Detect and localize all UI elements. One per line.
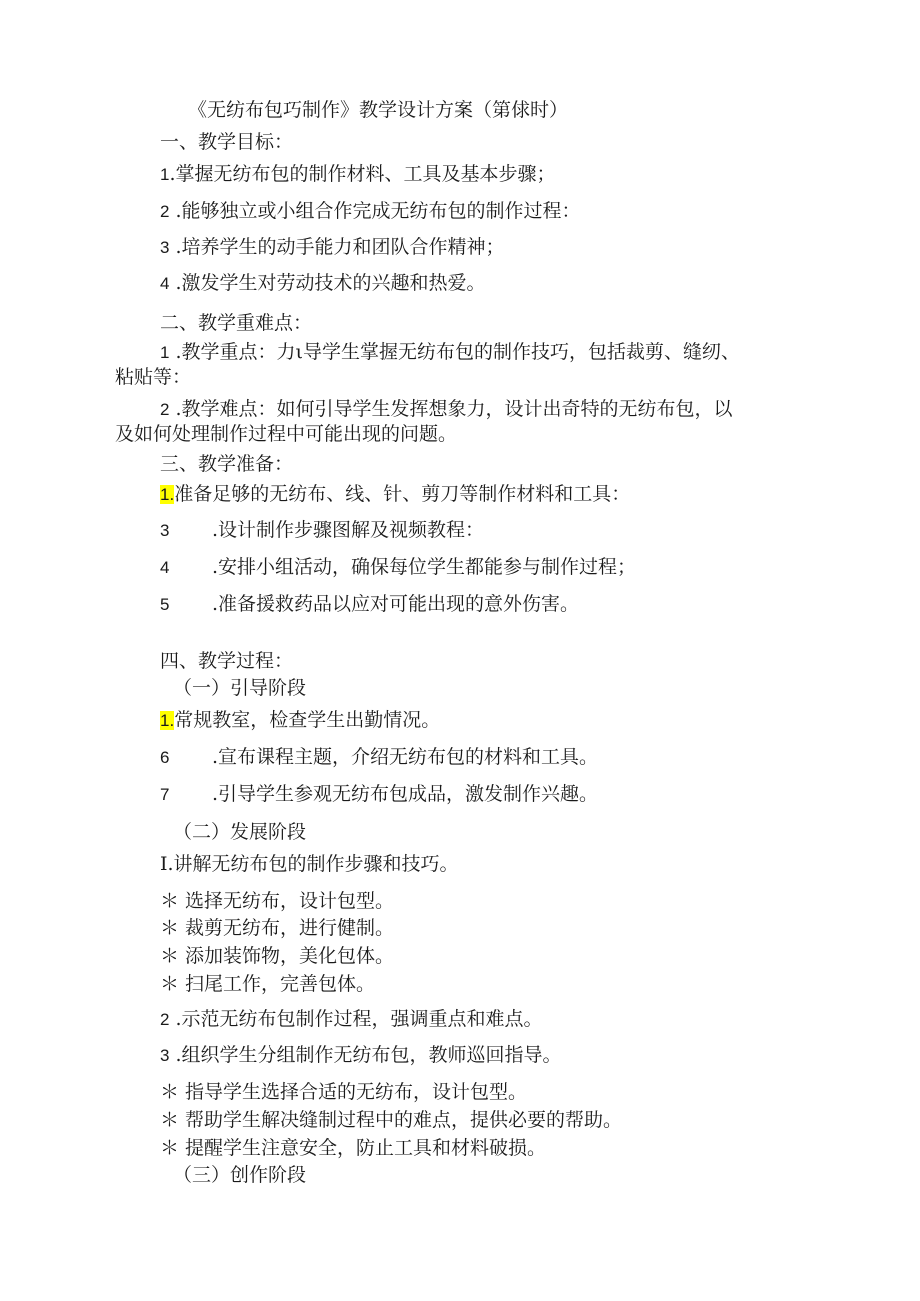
- bullet-item: ＊ 指导学生选择合适的无纺布，设计包型。: [160, 1081, 528, 1103]
- bullet-item: ＊ 裁剪无纺布，进行健制。: [160, 917, 395, 939]
- paragraph-difficulty-line2: 及如何处理制作过程中可能出现的问题。: [115, 423, 458, 445]
- bullet-item: ＊ 提醒学生注意安全，防止工具和材料破损。: [160, 1137, 547, 1159]
- paragraph-key-point-line2: 粘贴等：: [115, 366, 192, 388]
- section-heading-key-points: 二、教学重难点：: [160, 312, 313, 334]
- list-item: 4 .安排小组活动，确保每位学生都能参与制作过程；: [160, 556, 637, 578]
- bullet-item: ＊ 帮助学生解决缝制过程中的难点，提供必要的帮助。: [160, 1109, 623, 1131]
- list-item: 5 .准备援救药品以应对可能出现的意外伤害。: [160, 593, 580, 615]
- list-item: 4 .激发学生对劳动技术的兴趣和热爱。: [160, 272, 486, 294]
- bullet-item: ＊ 添加装饰物，美化包体。: [160, 945, 395, 967]
- list-item: 2 .示范无纺布包制作过程，强调重点和难点。: [160, 1008, 543, 1030]
- list-item: 1.掌握无纺布包的制作材料、工具及基本步骤；: [160, 163, 556, 185]
- paragraph-difficulty-line1: 2 .教学难点：如何引导学生发挥想象力，设计出奇特的无纺布包，以: [160, 398, 733, 420]
- document-title: 《无纺布包巧制作》教学设计方案（第俅时）: [188, 99, 569, 121]
- list-item: 2 .能够独立或小组合作完成无纺布包的制作过程：: [160, 200, 581, 222]
- list-item: 3 .培养学生的动手能力和团队合作精神；: [160, 236, 505, 258]
- bullet-item: ＊ 扫尾工作，完善包体。: [160, 973, 376, 995]
- section-heading-preparation: 三、教学准备：: [160, 453, 294, 475]
- list-item: 1.准备足够的无纺布、线、针、剪刀等制作材料和工具：: [160, 483, 631, 505]
- stage-heading-guide: （一）引导阶段: [173, 677, 307, 699]
- paragraph-key-point-line1: 1 .教学重点：力ι导学生掌握无纺布包的制作技巧，包括裁剪、缝纫、: [160, 341, 741, 363]
- stage-heading-create: （三）创作阶段: [173, 1164, 307, 1186]
- list-item: I.讲解无纺布包的制作步骤和技巧。: [160, 853, 459, 875]
- list-item: 1.常规教室，检查学生出勤情况。: [160, 709, 441, 731]
- list-item: 3 .组织学生分组制作无纺布包，教师巡回指导。: [160, 1044, 562, 1066]
- highlighted-number: 1.: [160, 711, 175, 730]
- list-item: 7 .引导学生参观无纺布包成品，激发制作兴趣。: [160, 783, 599, 805]
- highlighted-number: 1.: [160, 485, 175, 504]
- list-item: 3 .设计制作步骤图解及视频教程：: [160, 519, 485, 541]
- stage-heading-develop: （二）发展阶段: [173, 821, 307, 843]
- bullet-item: ＊ 选择无纺布，设计包型。: [160, 890, 395, 912]
- section-heading-objectives: 一、教学目标：: [160, 131, 294, 153]
- section-heading-process: 四、教学过程：: [160, 650, 294, 672]
- list-item: 6 .宣布课程主题，介绍无纺布包的材料和工具。: [160, 746, 599, 768]
